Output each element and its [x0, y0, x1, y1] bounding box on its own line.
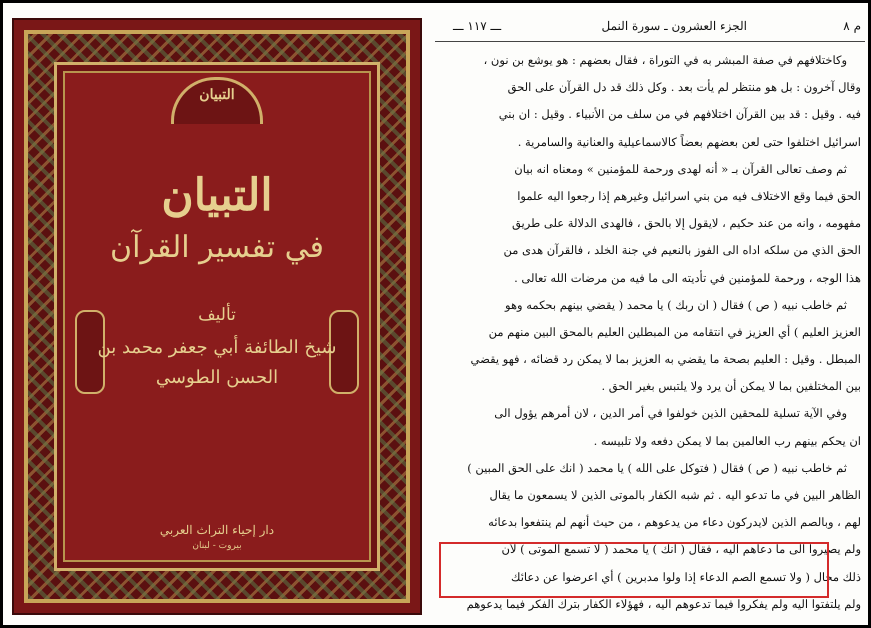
- text-line: هذا الوجه ، ورحمة للمؤمنين في تأديته الى ما فيه من مرضات الله تعالى .: [514, 270, 861, 285]
- cover-panel: [54, 62, 380, 571]
- text-line: وقال آخرون : بل هو منتظر لم يأت بعد . وكل ذلك قد دل القرآن على الحق: [507, 80, 861, 95]
- text-line: ان يحكم بينهم رب العالمين بما لا يمكن دفعه ولا تلبيسه .: [593, 433, 861, 448]
- text-line: المبطل . وقيل : العليم بصحة ما يقضي به العزيز بما لا يمكن رد قضائه ، فهو يقضي: [470, 352, 861, 367]
- header-section-title: الجزء العشرون ـ سورة النمل: [601, 19, 747, 33]
- cover-publisher-place: بيروت - لبنان: [192, 541, 242, 551]
- text-line: ثم وصف تعالى القرآن بـ « أنه لهدى ورحمة للمؤمنين » ومعناه انه بيان: [514, 161, 847, 176]
- text-line: وكاختلافهم في صفة المبشر به في التوراة ، فقال بعضهم : هو يوشع بن نون ،: [483, 53, 847, 67]
- text-line: الحق الذي من سلكه اداه الى الفوز بالنعيم في جنة الخلد ، فالقرآن هدى من: [503, 243, 861, 258]
- text-line: الظاهر البين في ما تدعو اليه . ثم شبه الكفار بالموتى الذين لا يسمعون ما يقال: [489, 488, 861, 502]
- cover-publisher: دار إحياء التراث العربي: [159, 523, 275, 537]
- page-body-text: [441, 47, 861, 618]
- header-page-number: ـــ ١١٧ ـــ: [453, 19, 502, 33]
- text-line: مفهومه ، وانه من عند حكيم ، لايقول إلا بالحق ، فالهدى الدلالة على طريق: [511, 216, 861, 231]
- text-line: ولم يلتفتوا اليه ولم يفكروا فيما تدعوهم اليه ، فهؤلاء الكفار بترك الفكر فيما يدعوهم: [466, 596, 861, 611]
- text-line: فيه . وقيل : قد بين القرآن اختلافهم في من سلف من الأنبياء . وقيل : ان بني: [498, 107, 861, 122]
- text-line: اسرائيل اختلفوا حتى لعن بعضهم بعضاً كالاسماعيلية والعنانية والسامرية .: [517, 134, 861, 149]
- header-volume-mark: م ٨: [843, 19, 861, 33]
- cover-author-label: تأليف: [198, 305, 236, 325]
- text-line: لهم ، وبالصم الذين لايدركون دعاء من يدعوهم ، من حيث أنهم لم ينتفعوا بدعائه: [488, 515, 861, 530]
- screenshot-frame: [3, 3, 868, 625]
- text-line: ثم خاطب نبيه ( ص ) فقال ( فتوكل على الله ) يا محمد ( انك على الحق المبين ): [467, 460, 847, 475]
- cover-subtitle: في تفسير القرآن: [110, 230, 324, 265]
- text-line: العزيز العليم ) أي العزيز في انتقامه من المبطلين العليم بالمحق البين منهم من: [488, 324, 861, 339]
- text-line: الحق فيما وقع الاختلاف فيه من بني اسرائيل وغيرهم إذا رجعوا اليه علموا: [517, 188, 861, 203]
- text-line: ولم يصيروا الى ما دعاهم اليه ، فقال ( انك ) يا محمد ( لا تسمع الموتى ) لأن: [501, 542, 861, 557]
- cover-author: شيخ الطائفة أبي جعفر محمد بن الحسن الطوسي: [97, 337, 337, 388]
- text-line: ثم خاطب نبيه ( ص ) فقال ( ان ربك ) يا محمد ( يقضي بينهم بحكمه وهو: [505, 297, 847, 312]
- cover-title: التبيان: [161, 170, 273, 221]
- text-line: بين المختلفين بما لا يمكن أن يرد ولا يلتبس بغير الحق .: [601, 379, 861, 394]
- book-page: [435, 13, 865, 621]
- text-line: ذلك محال ( ولا تسمع الصم الدعاء إذا ولوا مدبرين ) أي اعرضوا عن دعائك: [511, 569, 861, 584]
- highlight-annotation-box: [439, 542, 829, 598]
- running-header: [435, 13, 865, 42]
- cover-arch-title: التبيان: [199, 87, 235, 103]
- text-line: وفي الآية تسلية للمحقين الذين خولفوا في أمر الدين ، لان أمرهم يؤول الى: [494, 406, 847, 421]
- book-cover: [12, 18, 422, 615]
